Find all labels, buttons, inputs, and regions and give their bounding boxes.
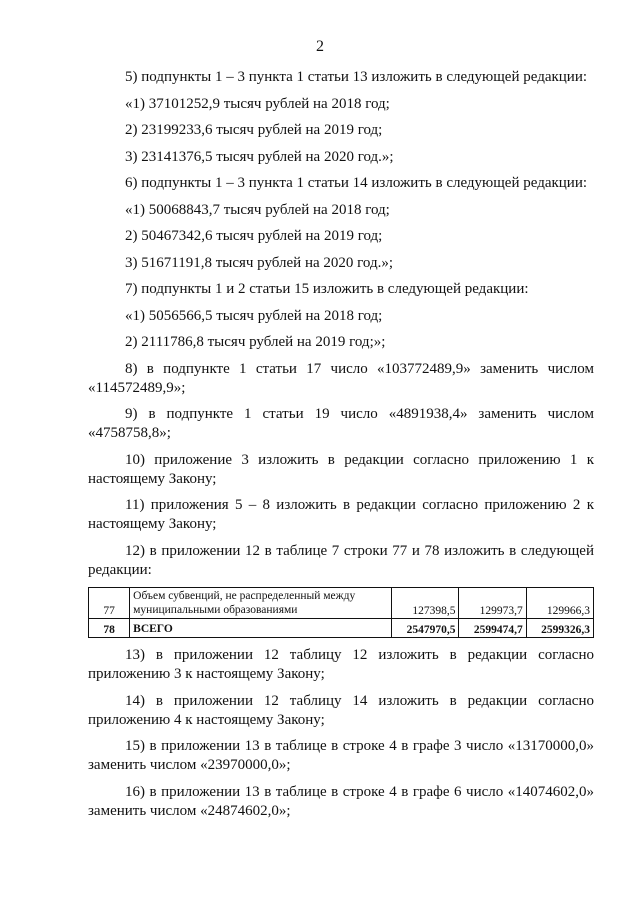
item-6-2: 2) 50467342,6 тысяч рублей на 2019 год; [125, 228, 383, 244]
item-5-3: 3) 23141376,5 тысяч рублей на 2020 год.»; [125, 148, 394, 165]
value-2019: 2599474,7 [459, 619, 526, 638]
item-15: 15) в приложении 13 в таблице в строке 4 в графе 3 число «13170000,0» заменить числом «23970000,0»; [88, 738, 594, 773]
item-9: 9) в подпункте 1 статьи 19 число «4891938,4» заменить числом «4758758,8»; [88, 406, 594, 441]
value-2018: 2547970,5 [392, 619, 459, 638]
item-5-2: 2) 23199233,6 тысяч рублей на 2019 год; [125, 122, 383, 138]
item-11: 11) приложения 5 – 8 изложить в редакции согласно приложению 2 к настоящему Закону; [88, 497, 594, 532]
value-2019: 129973,7 [459, 588, 526, 619]
item-10: 10) приложение 3 изложить в редакции согласно приложению 1 к настоящему Закону; [88, 451, 594, 487]
item-5: 5) подпункты 1 – 3 пункта 1 статьи 13 изложить в следующей редакции: [125, 69, 588, 85]
item-14: 14) в приложении 12 таблицу 14 изложить в редакции согласно приложению 4 к настоящему Закону; [88, 692, 594, 728]
item-7-1: «1) 5056566,5 тысяч рублей на 2018 год; [125, 307, 383, 324]
item-6-1: «1) 50068843,7 тысяч рублей на 2018 год; [125, 201, 390, 218]
row-number: 78 [89, 619, 130, 638]
item-6-3: 3) 51671191,8 тысяч рублей на 2020 год.»; [125, 254, 394, 271]
page-number: 2 [316, 38, 324, 55]
item-6: 6) подпункты 1 – 3 пункта 1 статьи 14 изложить в следующей редакции: [125, 175, 588, 191]
item-5-1: «1) 37101252,9 тысяч рублей на 2018 год; [125, 95, 390, 112]
row-name: Объем субвенций, не распределенный между муниципальными образованиями [130, 588, 392, 619]
row-number: 77 [89, 588, 130, 619]
row-name: ВСЕГО [130, 619, 392, 638]
item-12: 12) в приложении 12 в таблице 7 строки 77 и 78 изложить в следующей редакции: [88, 542, 594, 578]
value-2020: 129966,3 [526, 588, 593, 619]
item-7-2: 2) 2111786,8 тысяч рублей на 2019 год;»; [125, 334, 386, 350]
value-2018: 127398,5 [392, 588, 459, 619]
item-8: 8) в подпункте 1 статьи 17 число «103772489,9» заменить числом «114572489,9»; [88, 360, 594, 396]
table-row [89, 588, 594, 619]
item-13: 13) в приложении 12 таблицу 12 изложить в редакции согласно приложению 3 к настоящему Закону; [88, 647, 594, 682]
document-body [88, 68, 594, 828]
subvention-table [88, 587, 594, 638]
value-2020: 2599326,3 [526, 619, 593, 638]
item-7: 7) подпункты 1 и 2 статьи 15 изложить в следующей редакции: [125, 281, 529, 297]
item-16: 16) в приложении 13 в таблице в строке 4 в графе 6 число «14074602,0» заменить числом «24874602,0»; [88, 783, 594, 819]
table-row [89, 619, 594, 638]
